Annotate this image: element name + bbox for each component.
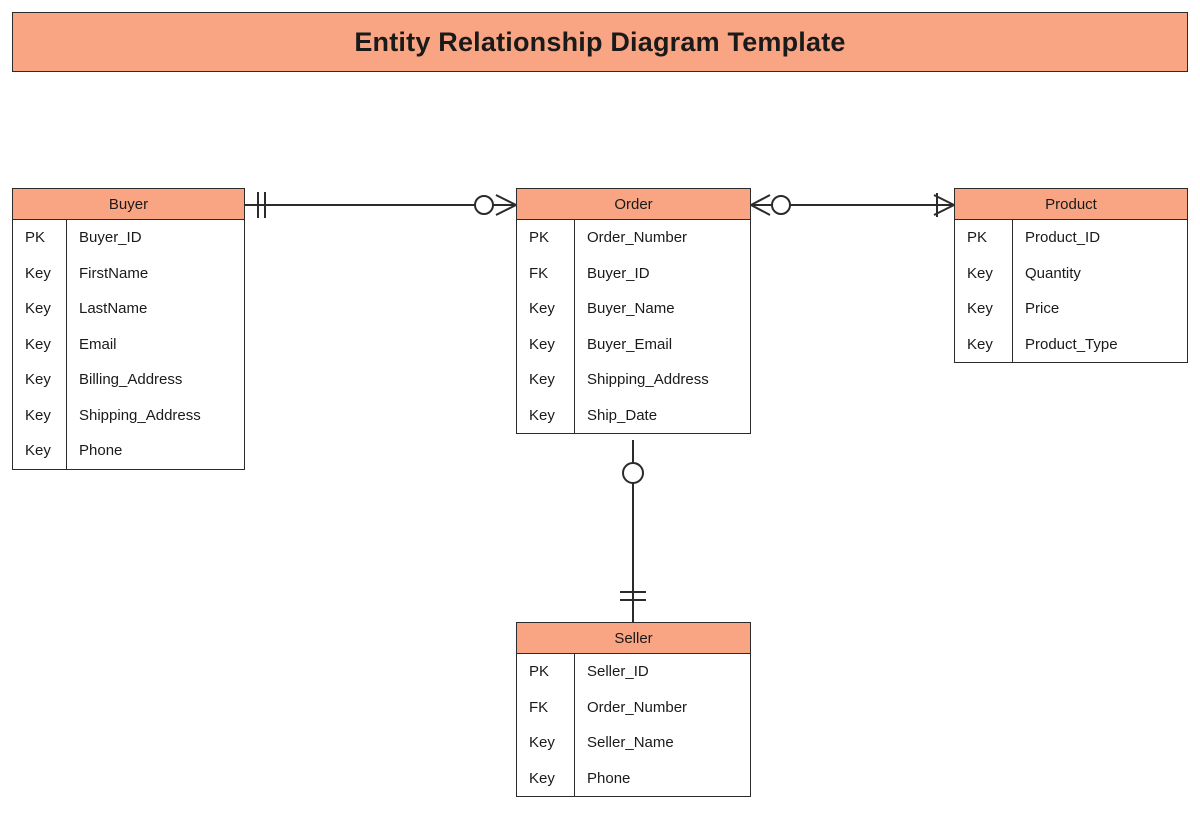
entity-product-header [955, 189, 1187, 220]
attribute-name: Buyer_Name [587, 300, 675, 318]
table-row[interactable] [955, 220, 1187, 256]
table-row[interactable] [517, 690, 750, 726]
attribute-key: Key [517, 327, 575, 363]
attribute-name: Phone [79, 442, 123, 460]
notation-orderp-zero [772, 196, 790, 214]
attribute-name: Product_ID [1025, 229, 1101, 247]
entity-order[interactable] [516, 188, 751, 434]
attribute-key: Key [955, 327, 1013, 363]
entity-buyer[interactable] [12, 188, 245, 470]
attribute-key: Key [517, 362, 575, 398]
attribute-key: FK [517, 256, 575, 292]
table-row[interactable] [13, 433, 244, 469]
attribute-name: Phone [587, 769, 631, 787]
table-row[interactable] [517, 220, 750, 256]
attribute-name: Order_Number [587, 698, 688, 716]
attribute-key: PK [13, 220, 67, 256]
attribute-name: Shipping_Address [79, 406, 201, 424]
attribute-name: Billing_Address [79, 371, 183, 389]
table-row[interactable] [955, 256, 1187, 292]
attribute-name: Ship_Date [587, 406, 658, 424]
entity-buyer-title: Buyer [108, 195, 149, 213]
notation-order-many-a [496, 195, 516, 205]
attribute-name: Email [79, 335, 117, 353]
page-title-banner [12, 12, 1188, 72]
attribute-key: Key [13, 291, 67, 327]
table-row[interactable] [13, 220, 244, 256]
table-row[interactable] [517, 327, 750, 363]
attribute-key: Key [517, 725, 575, 761]
entity-seller-attributes [517, 654, 750, 796]
entity-product-attributes [955, 220, 1187, 362]
notation-seller-zero [623, 463, 643, 483]
table-row[interactable] [13, 327, 244, 363]
table-row[interactable] [517, 654, 750, 690]
table-row[interactable] [517, 398, 750, 434]
attribute-key: Key [13, 433, 67, 469]
table-row[interactable] [13, 398, 244, 434]
attribute-key: Key [517, 761, 575, 797]
entity-buyer-attributes [13, 220, 244, 469]
attribute-key: Key [955, 256, 1013, 292]
entity-buyer-header [13, 189, 244, 220]
notation-order-many-b [496, 205, 516, 215]
notation-product-many-b [934, 205, 954, 215]
entity-order-attributes [517, 220, 750, 433]
attribute-key: Key [13, 362, 67, 398]
table-row[interactable] [517, 291, 750, 327]
attribute-name: Product_Type [1025, 335, 1118, 353]
attribute-name: Buyer_ID [79, 229, 142, 247]
attribute-name: Order_Number [587, 229, 688, 247]
attribute-name: Buyer_Email [587, 335, 673, 353]
table-row[interactable] [517, 362, 750, 398]
table-row[interactable] [13, 256, 244, 292]
entity-seller-header [517, 623, 750, 654]
entity-order-title: Order [614, 195, 653, 213]
table-row[interactable] [13, 291, 244, 327]
attribute-key: FK [517, 690, 575, 726]
attribute-key: Key [955, 291, 1013, 327]
attribute-key: Key [517, 291, 575, 327]
attribute-key: Key [517, 398, 575, 434]
table-row[interactable] [517, 725, 750, 761]
attribute-name: FirstName [79, 264, 149, 282]
attribute-name: Shipping_Address [587, 371, 709, 389]
attribute-name: Seller_ID [587, 663, 649, 681]
attribute-key: Key [13, 398, 67, 434]
table-row[interactable] [13, 362, 244, 398]
attribute-key: PK [955, 220, 1013, 256]
notation-orderp-many-b [751, 205, 770, 215]
notation-orderp-many-a [751, 195, 770, 205]
entity-seller-title: Seller [614, 629, 653, 647]
table-row[interactable] [517, 761, 750, 797]
entity-order-header [517, 189, 750, 220]
attribute-key: Key [13, 256, 67, 292]
page-title: Entity Relationship Diagram Template [354, 26, 846, 57]
attribute-name: Buyer_ID [587, 264, 650, 282]
table-row[interactable] [955, 291, 1187, 327]
entity-seller[interactable] [516, 622, 751, 797]
entity-product[interactable] [954, 188, 1188, 363]
attribute-name: Quantity [1025, 264, 1081, 282]
entity-product-title: Product [1045, 195, 1097, 213]
attribute-name: LastName [79, 300, 148, 318]
table-row[interactable] [517, 256, 750, 292]
attribute-key: PK [517, 220, 575, 256]
attribute-name: Price [1025, 300, 1060, 318]
attribute-name: Seller_Name [587, 734, 674, 752]
notation-product-many-a [934, 195, 954, 205]
notation-order-zero [475, 196, 493, 214]
attribute-key: PK [517, 654, 575, 690]
table-row[interactable] [955, 327, 1187, 363]
attribute-key: Key [13, 327, 67, 363]
